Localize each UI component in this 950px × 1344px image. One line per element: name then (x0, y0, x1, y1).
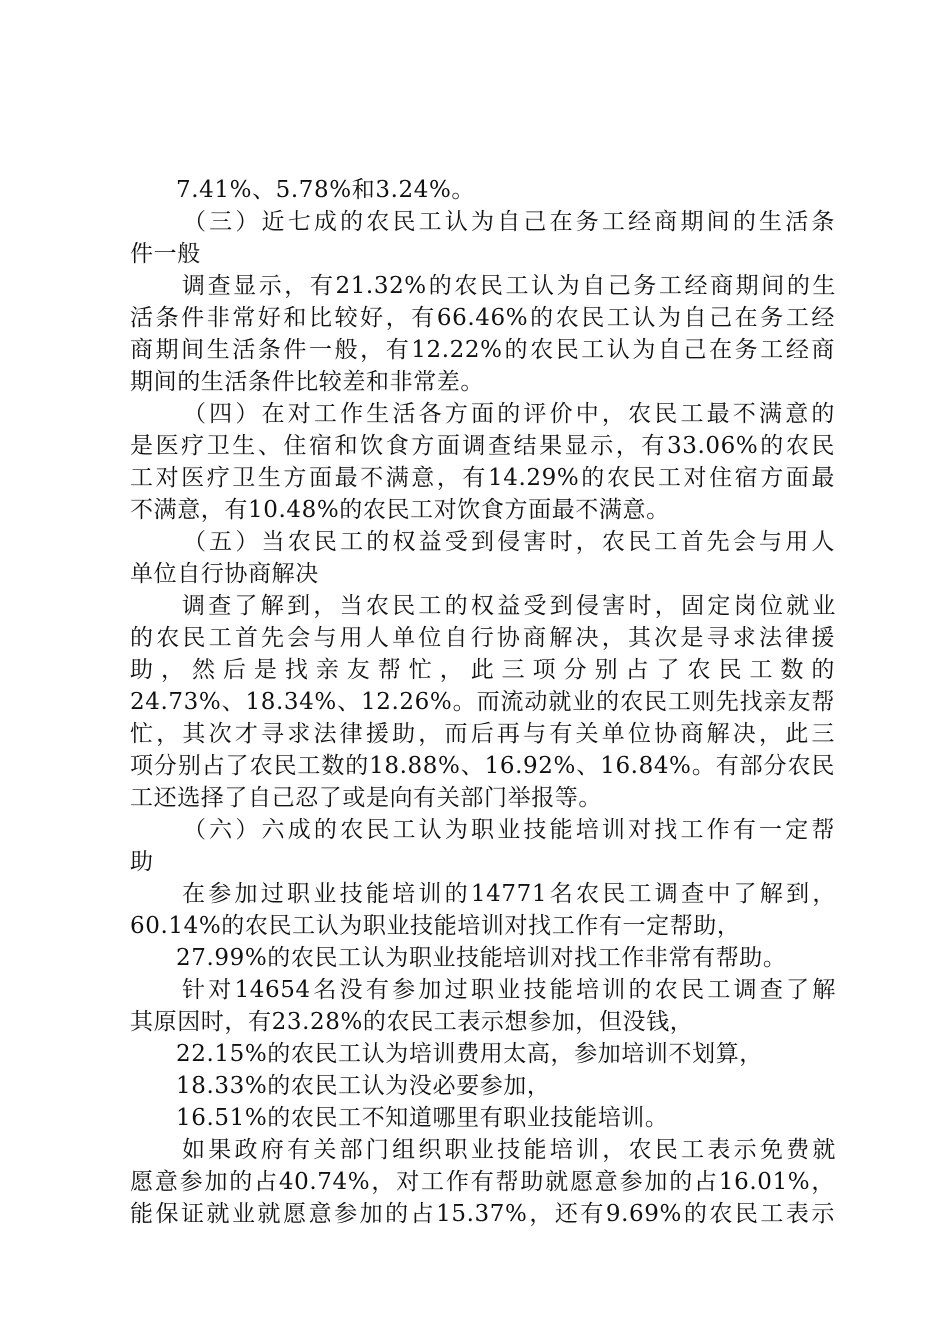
text-line: 18.33%的农民工认为没必要参加， (176, 1073, 551, 1099)
text-line: 针对14654名没有参加过职业技能培训的农民工调查了解 (182, 977, 836, 1003)
text-line: 如果政府有关部门组织职业技能培训，农民工表示免费就 (182, 1137, 836, 1163)
text-line: 其原因时，有23.28%的农民工表示想参加，但没钱， (130, 1009, 694, 1035)
section-heading-line: （三）近七成的农民工认为自己在务工经商期间的生活条 (183, 209, 835, 235)
text-line: 27.99%的农民工认为职业技能培训对找工作非常有帮助。 (176, 945, 787, 971)
text-line: 能保证就业就愿意参加的占15.37%，还有9.69%的农民工表示 (130, 1201, 835, 1227)
section-heading-line: （四）在对工作生活各方面的评价中，农民工最不满意的 (183, 401, 835, 427)
text-line: 7.41%、5.78%和3.24%。 (176, 177, 475, 203)
text-line: 调查显示，有21.32%的农民工认为自己务工经商期间的生 (182, 273, 836, 299)
text-line: 愿意参加的占40.74%，对工作有帮助就愿意参加的占16.01%， (130, 1169, 835, 1195)
text-line: 工对医疗卫生方面最不满意，有14.29%的农民工对住宿方面最 (130, 465, 835, 491)
text-line: 60.14%的农民工认为职业技能培训对找工作有一定帮助， (130, 913, 741, 939)
text-line: 活条件非常好和比较好，有66.46%的农民工认为自己在务工经 (130, 305, 835, 331)
section-heading-line: （五）当农民工的权益受到侵害时，农民工首先会与用人 (183, 529, 835, 555)
text-line: 调查了解到，当农民工的权益受到侵害时，固定岗位就业 (182, 593, 836, 619)
text-line: 商期间生活条件一般，有12.22%的农民工认为自己在务工经商 (130, 337, 835, 363)
text-line: 16.51%的农民工不知道哪里有职业技能培训。 (176, 1105, 669, 1131)
section-heading-line: 件一般 (130, 241, 201, 267)
section-heading-line: （六）六成的农民工认为职业技能培训对找工作有一定帮 (183, 817, 835, 843)
section-heading-line: 助 (130, 849, 154, 875)
text-line: 不满意，有10.48%的农民工对饮食方面最不满意。 (130, 497, 670, 523)
text-line: 在参加过职业技能培训的14771名农民工调查中了解到， (182, 881, 836, 907)
section-heading-line: 单位自行协商解决 (130, 561, 319, 587)
text-line: 期间的生活条件比较差和非常差。 (130, 369, 484, 395)
text-line: 24.73%、18.34%、12.26%。而流动就业的农民工则先找亲友帮 (130, 689, 835, 715)
text-line: 是医疗卫生、住宿和饮食方面调查结果显示，有33.06%的农民 (130, 433, 835, 459)
text-line: 忙，其次才寻求法律援助，而后再与有关单位协商解决，此三 (130, 721, 835, 747)
text-line: 的农民工首先会与用人单位自行协商解决，其次是寻求法律援 (130, 625, 835, 651)
text-line: 助，然后是找亲友帮忙，此三项分别占了农民工数的 (130, 657, 835, 683)
text-line: 工还选择了自己忍了或是向有关部门举报等。 (130, 785, 602, 811)
text-line: 项分别占了农民工数的18.88%、16.92%、16.84%。有部分农民 (130, 753, 835, 779)
text-line: 22.15%的农民工认为培训费用太高，参加培训不划算， (176, 1041, 763, 1067)
